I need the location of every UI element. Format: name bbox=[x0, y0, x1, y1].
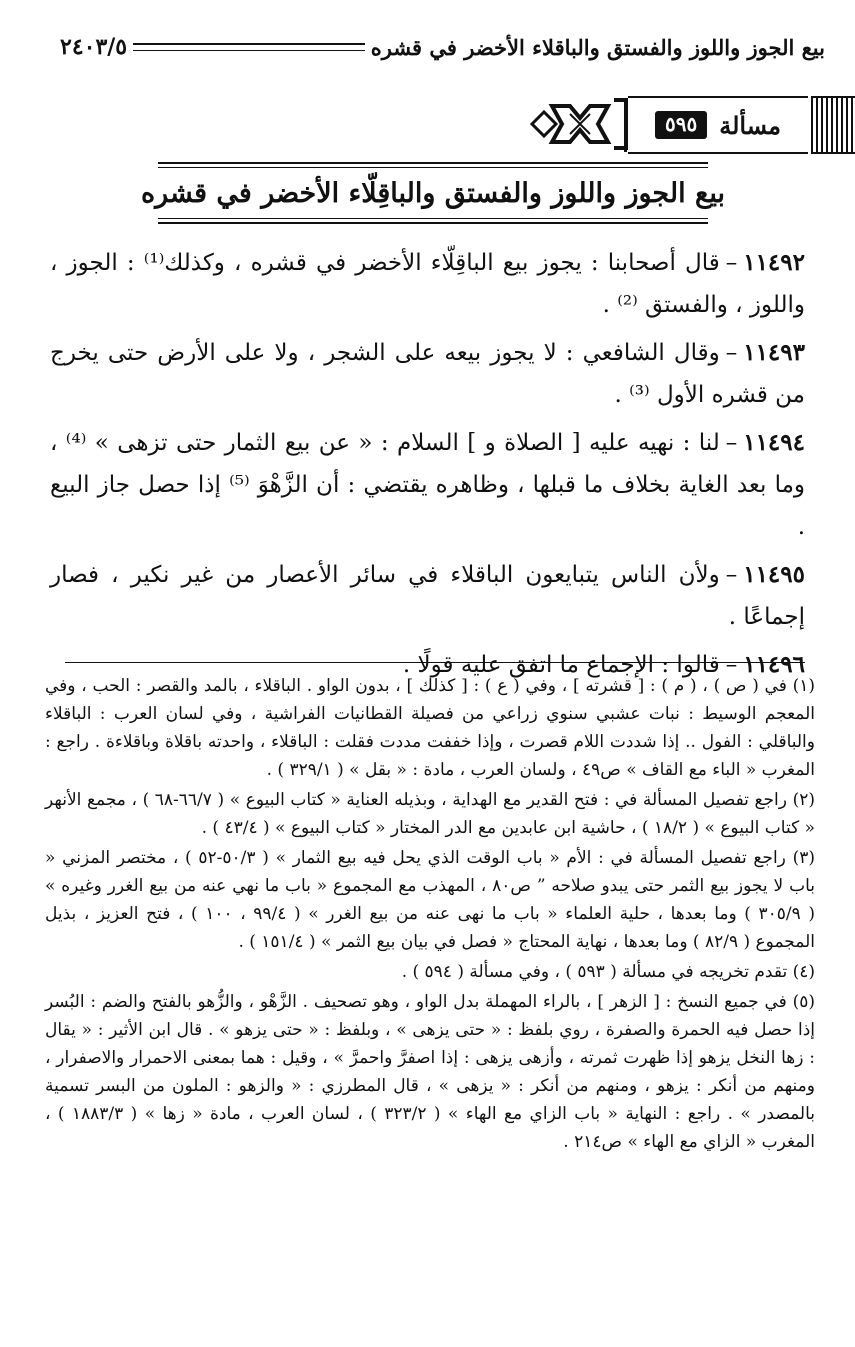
paragraph-11494: ١١٤٩٤–لنا : نهيه عليه [ الصلاة و ] السلام : « عن بيع الثمار حتى تزهى » ⁽⁴⁾ ، وما بعد الغاية بخلاف ما قبلها ، وظاهره يقتضي : أن الزَّهْوَ ⁽⁵⁾ إذا حصل جاز البيع . bbox=[50, 429, 805, 540]
paragraph-text: ولأن الناس يتبايعون الباقلاء في سائر الأعصار من غير نكير ، فصار إجماعًا . bbox=[50, 562, 805, 630]
paragraph-number: ١١٤٩٥ bbox=[743, 561, 805, 588]
paragraph-text: لنا : نهيه عليه [ الصلاة و ] السلام : « عن بيع الثمار حتى تزهى » ⁽⁴⁾ ، وما بعد الغاية بخلاف ما قبلها ، وظاهره يقتضي : أن الزَّهْوَ ⁽⁵⁾ إذا حصل جاز البيع . bbox=[50, 430, 805, 540]
paragraph-text: وقال الشافعي : لا يجوز بيعه على الشجر ، ولا على الأرض حتى يخرج من قشره الأول ⁽³⁾ . bbox=[50, 340, 805, 408]
footnote-1: (١) في ( ص ) ، ( م ) : [ قشرته ] ، وفي ( ع ) : [ كذلك ] ، بدون الواو . الباقلاء ، بالمد والقصر : الحب ، وفي المعجم الوسيط : نبات عشبي سنوي زراعي من فصيلة القطانيات الفراشية ، وفي لسان العرب : الباقلاء والباقلي : الفول .. إذا شددت اللام قصرت ، وإذا خففت مددت فقلت : الباقلاء ، واحدته باقلاة وباقلاءة . راجع : المغرب « الباء مع القاف » ص٤٩ ، ولسان العرب ، مادة : « بقل » ( ٣٢٩/١ ) . bbox=[45, 676, 815, 780]
header-rule bbox=[133, 43, 365, 51]
paragraph-11495: ١١٤٩٥–ولأن الناس يتبايعون الباقلاء في سائر الأعصار من غير نكير ، فصار إجماعًا . bbox=[50, 561, 805, 630]
banner-bars bbox=[811, 96, 855, 154]
paragraph-text: قال أصحابنا : يجوز بيع الباقِلّاء الأخضر في قشره ، وكذلك⁽¹⁾ : الجوز ، واللوز ، والفستق ⁽²⁾ . bbox=[50, 250, 805, 318]
masala-label: مسألة bbox=[719, 110, 781, 140]
paragraph-11496: ١١٤٩٦–قالوا : الإجماع ما اتفق عليه قولًا . bbox=[402, 651, 805, 678]
paragraph-number: ١١٤٩٦ bbox=[743, 651, 805, 678]
footnote-3: (٣) راجع تفصيل المسألة في : الأم « باب الوقت الذي يحل فيه بيع الثمار » ( ٥٠/٣-٥٢ ) ، مختصر المزني « باب لا يجوز بيع الثمر حتى يبدو صلاحه ” ص٨٠ ، المهذب مع المجموع « باب ما نهي عنه من بيع الغرر وغيره » ( ٣٠٥/٩ ) وما بعدها ، حلية العلماء « باب ما نهى عنه من بيع الغرر » ( ٩٩/٤ ، ١٠٠ ) ، فتح العزيز ، بذيل المجموع ( ٨٢/٩ ) وما بعدها ، نهاية المحتاج « فصل في بيان بيع الثمر » ( ١٥١/٤ ) . bbox=[45, 848, 815, 952]
page-number: ٢٤٠٣/٥ bbox=[60, 34, 128, 60]
paragraph-11492: ١١٤٩٢–قال أصحابنا : يجوز بيع الباقِلّاء الأخضر في قشره ، وكذلك⁽¹⁾ : الجوز ، واللوز ، والفستق ⁽²⁾ . bbox=[50, 249, 805, 318]
paragraph-number: ١١٤٩٤ bbox=[743, 429, 805, 456]
footnote-2: (٢) راجع تفصيل المسألة في : فتح القدير مع الهداية ، وبذيله العناية « كتاب البيوع » ( ٦٦/٧-٦٨ ) ، مجمع الأنهر « كتاب البيوع » ( ١٨/٢ ) ، حاشية ابن عابدين مع الدر المختار « كتاب البيوع » ( ٤٣/٤ ) . bbox=[45, 790, 815, 838]
footnote-4: (٤) تقدم تخريجه في مسألة ( ٥٩٣ ) ، وفي مسألة ( ٥٩٤ ) . bbox=[401, 962, 815, 982]
running-title: بيع الجوز واللوز والفستق والباقلاء الأخضر في قشره bbox=[370, 34, 825, 60]
ornament-icon bbox=[530, 96, 630, 152]
page-title: بيع الجوز واللوز والفستق والباقِلّاء الأخضر في قشره bbox=[140, 177, 726, 209]
footnotes bbox=[45, 672, 815, 1158]
paragraph-text: قالوا : الإجماع ما اتفق عليه قولًا . bbox=[402, 652, 720, 678]
masala-banner bbox=[530, 96, 855, 152]
footnote-5: (٥) في جميع النسخ : [ الزهر ] ، بالراء المهملة بدل الواو ، وهو تصحيف . الزَّهْو ، والزُّهو بالفتح والضم : البُسر إذا حصل فيه الحمرة والصفرة ، روي بلفظ : « حتى يزهى » ، وبلفظ : « حتى يزهو » . قال ابن الأثير : « يقال : زها النخل يزهو إذا ظهرت ثمرته ، وأزهى يزهى : إذا اصفرَّ واحمرَّ » ، وقيل : هما بمعنى الاحمرار والاصفرار ، ومنهم من أنكر : يزهو ، ومنهم من أنكر : « يزهى » ، قال المطرزي : « والزهو : الملون من البسر تسمية بالمصدر » . راجع : النهاية « باب الزاي مع الهاء » ( ٣٢٣/٢ ) ، لسان العرب ، مادة « زها » ( ١٨٨٣/٣ ) ، المغرب « الزاي مع الهاء » ص٢١٤ . bbox=[45, 992, 815, 1152]
paragraph-number: ١١٤٩٣ bbox=[743, 339, 805, 366]
body-text bbox=[50, 242, 805, 692]
paragraph-11493: ١١٤٩٣–وقال الشافعي : لا يجوز بيعه على الشجر ، ولا على الأرض حتى يخرج من قشره الأول ⁽³⁾ . bbox=[50, 339, 805, 408]
running-header bbox=[60, 30, 825, 64]
masala-number: ٥٩٥ bbox=[655, 111, 707, 139]
title-frame bbox=[140, 162, 726, 224]
footnote-divider bbox=[65, 662, 805, 663]
masala-box bbox=[628, 96, 808, 154]
paragraph-number: ١١٤٩٢ bbox=[743, 249, 805, 276]
